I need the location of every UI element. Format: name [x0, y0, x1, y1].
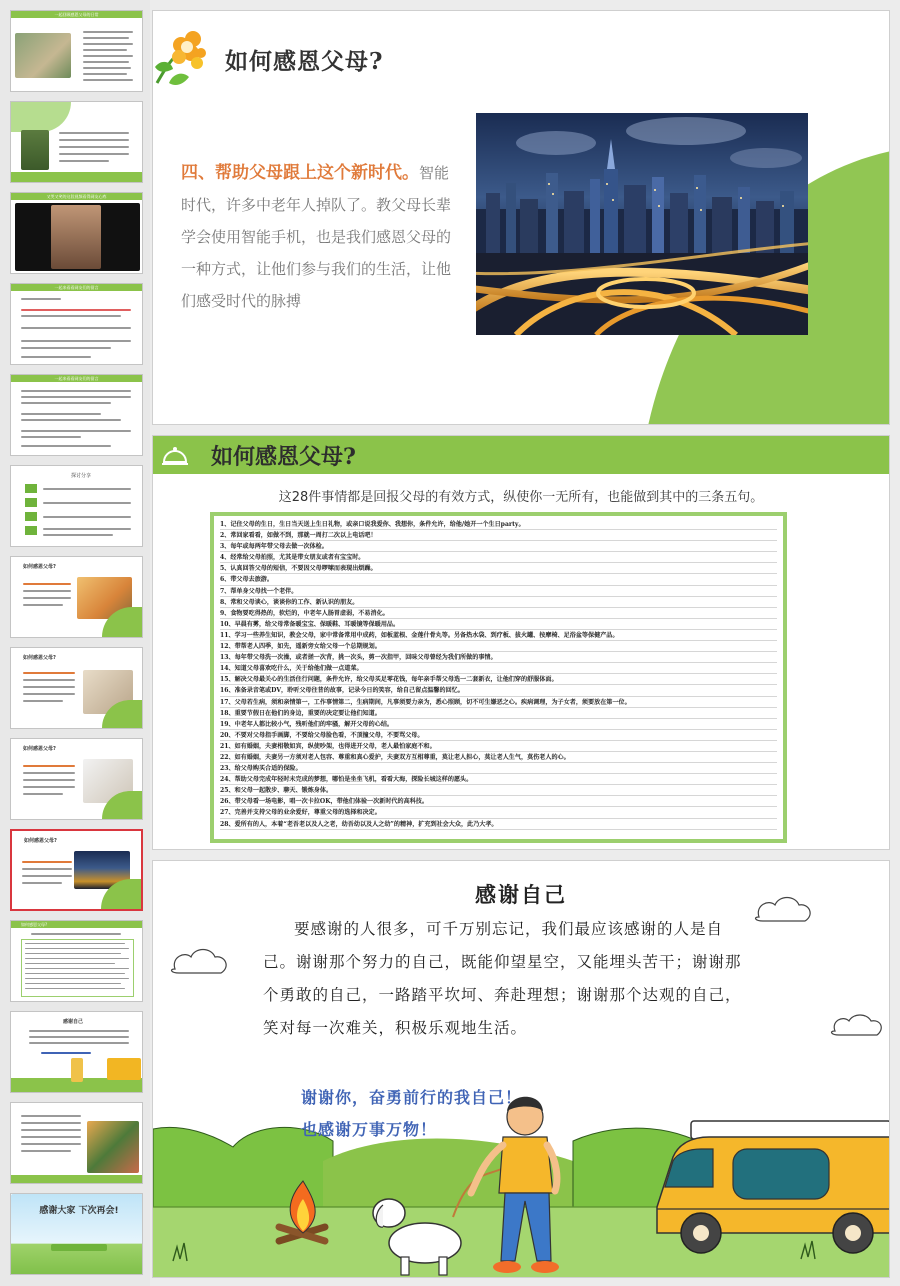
list-item: 4、经常给父母拍照，尤其是带女朋友或者有宝宝时。	[220, 552, 777, 563]
list-item: 18、重要节假日在他们的身边，重要的决定要让他们知道。	[220, 708, 777, 719]
slide-thank-yourself[interactable]	[152, 860, 890, 1278]
thumbnail-caption: 如何感恩父母?	[23, 655, 56, 661]
thumbnail-caption: 如何感恩父母?	[23, 564, 56, 570]
slide-thumbnail-8[interactable]	[10, 647, 143, 729]
list-item: 20、不要对父母指手画脚，不要给父母脸色看，不顶撞父母，不要骂父母。	[220, 730, 777, 741]
list-item: 7、帮单身父母找一个老伴。	[220, 586, 777, 597]
slide-thumbnail-9[interactable]	[10, 738, 143, 820]
slide-body-text	[181, 157, 463, 317]
thumbnail-title: 一起回顾感恩父母的日常	[54, 12, 99, 17]
thumbnail-title: 如何感恩父母?	[21, 922, 48, 927]
list-item: 12、带帮老人四季，如先，遥新旁女给父母一个总期规划。	[220, 641, 777, 652]
slide-thumbnail-5[interactable]	[10, 374, 143, 456]
slide-thumbnail-4[interactable]	[10, 283, 143, 365]
slide-title: 如何感恩父母?	[211, 444, 356, 470]
list-item: 26、带父母看一场电影，唱一次卡拉OK，带他们体验一次新时代的高科技。	[220, 796, 777, 807]
thumbnail-title: 又哭又笑的这段视频看得网友心疼	[46, 194, 107, 199]
list-item: 15、解决父母最关心的生活住行问题，条件允许，给父母买足零花钱，每年亲手帮父母选一二套新衣，让他们穿的舒服体面。	[220, 674, 777, 685]
list-item: 27、完善并支持父母的业余爱好，尊重父母的选择和决定。	[220, 807, 777, 818]
list-item: 19、中老年人都比较小气，残听他们的牢骚，解开父母的心结。	[220, 719, 777, 730]
list-item: 17、父母若生病，须和亲情第一，工作事情第二，生病期间，凡事须要力亲为，悉心照顾，切不可生嫌恶之心。疾病调理，为子女者，须要放在第一位。	[220, 697, 777, 708]
thumbnail-title: 一起来看看网友们的留言	[54, 376, 99, 381]
list-item: 8、常和父母谈心，谈谈你的工作、新认识的朋友。	[220, 597, 777, 608]
list-item: 21、如有婚姻，夫妻相敬如宾，纵使吵架，也得进开父母，老人最怕家庭不和。	[220, 741, 777, 752]
slide-28-ways[interactable]	[152, 435, 890, 850]
slide-thumbnail-7[interactable]	[10, 556, 143, 638]
city-skyline-image	[476, 113, 808, 335]
body-text: 智能时代，许多中老年人掉队了。教父母长辈学会使用智能手机，也是我们感恩父母的一种方式，让他们参与我们的生活，让他们感受时代的脉搏	[181, 164, 452, 310]
list-item: 1、记住父母的生日，生日当天送上生日礼物，或亲口说我爱你、我想你，条件允许，给他/她开一个生日party。	[220, 519, 777, 530]
slide-thumbnail-11[interactable]	[10, 920, 143, 1002]
list-item: 14、知道父母喜欢吃什么，关于给他们做一点道菜。	[220, 663, 777, 674]
list-item: 25、和父母一起散步、聊天、锻炼身体。	[220, 785, 777, 796]
list-item: 11、学习一些养生知识，教会父母，家中常备常用中成药，如板蓝根、金莲什骨丸等。另备热水袋、到疗板、拔火罐、按摩椅、足浴盆等保健产品。	[220, 630, 777, 641]
slide-thumbnail-panel[interactable]	[0, 0, 150, 1286]
slide-thumbnail-1[interactable]	[10, 10, 143, 92]
list-item: 10、早晨有雾，给父母常备暖宝宝、保暖鞋、耳暖镜等保暖用品。	[220, 619, 777, 630]
slide-gratitude-new-era[interactable]	[152, 10, 890, 425]
city-night-photo[interactable]	[476, 113, 808, 335]
slide-thumbnail-2[interactable]	[10, 101, 143, 183]
van-illustration	[657, 1121, 890, 1253]
list-item: 23、给父母购买合适的保险。	[220, 763, 777, 774]
thumbnail-caption: 探讨分享	[71, 473, 92, 479]
list-item: 24、帮助父母完成年轻时未完成的梦想，哪怕是坐坐飞机，看看大海，探险长城这样的愿头。	[220, 774, 777, 785]
list-item: 2、常回家看看，如做不到，那就一周打二次以上电话吧！	[220, 530, 777, 541]
list-item: 5、认真回答父母的短信，不要因父母啰嗦而表现出烦躁。	[220, 563, 777, 574]
slide-thumbnail-14[interactable]	[10, 1193, 143, 1275]
list-item: 9、食物要吃得热的，软烂的，中老年人肠胃虚弱，不易消化。	[220, 608, 777, 619]
slide-title: 如何感恩父母?	[225, 48, 384, 75]
flower-icon	[152, 23, 211, 87]
cloche-icon	[161, 445, 189, 467]
thumbnail-caption: 感谢大家 下次再会!	[39, 1206, 119, 1216]
thumbnail-title: 一起来看看网友们的留言	[54, 285, 99, 290]
ways-list	[210, 512, 787, 843]
slide-thumbnail-6[interactable]	[10, 465, 143, 547]
list-item: 3、每年或每两年带父母去做一次体检。	[220, 541, 777, 552]
list-item: 16、准备录音笔或DV，聆听父母往昔的故事，记录今日的笑容，给自己留点温馨的回忆。	[220, 685, 777, 696]
list-item: 13、每年带父母洗一次澡，或者搓一次背，挑一次头，剪一次指甲，回味父母曾经为我们所做的事情。	[220, 652, 777, 663]
section-heading: 四、帮助父母跟上这个新时代。	[181, 163, 419, 183]
thanks-line-1: 谢谢你，奋勇前行的我自己！	[301, 1088, 523, 1107]
intro-text: 这28件事情都是回报父母的有效方式，纵使你一无所有，也能做到其中的三条五句。	[278, 490, 764, 505]
list-item: 22、如有婚姻，夫妻另一方须对老人包容、尊重和真心爱护，夫妻双方互相尊重，莫让老人担心，莫让老人生气，莫伤老人的心。	[220, 752, 777, 763]
slide-title: 感谢自己	[475, 882, 567, 907]
slide-thumbnail-3[interactable]	[10, 192, 143, 274]
thumbnail-caption: 如何感恩父母?	[24, 838, 57, 844]
list-item: 28、爱所有的人，本着“老吾老以及人之老，幼吾幼以及人之幼”的精神，扩充到社会大众，此乃大孝。	[220, 819, 777, 830]
list-item: 6、带父母去旅游。	[220, 574, 777, 585]
slide-thumbnail-13[interactable]	[10, 1102, 143, 1184]
slide-thumbnail-12[interactable]	[10, 1011, 143, 1093]
slide-paragraph: 要感谢的人很多，可千万别忘记，我们最应该感谢的人是自己。谢谢那个努力的自己，既能仰望星空，又能埋头苦干；谢谢那个勇敢的自己，一路踏平坎坷、奔赴理想；谢谢那个达观的自己，笑对每一次难关，积极乐观地生活。	[263, 920, 742, 1037]
thumbnail-caption: 如何感恩父母?	[23, 746, 56, 752]
thanks-line-2: 也感谢万事万物！	[301, 1120, 438, 1139]
thumbnail-caption: 感谢自己	[63, 1019, 84, 1025]
slide-thumbnail-10-selected[interactable]	[10, 829, 143, 911]
